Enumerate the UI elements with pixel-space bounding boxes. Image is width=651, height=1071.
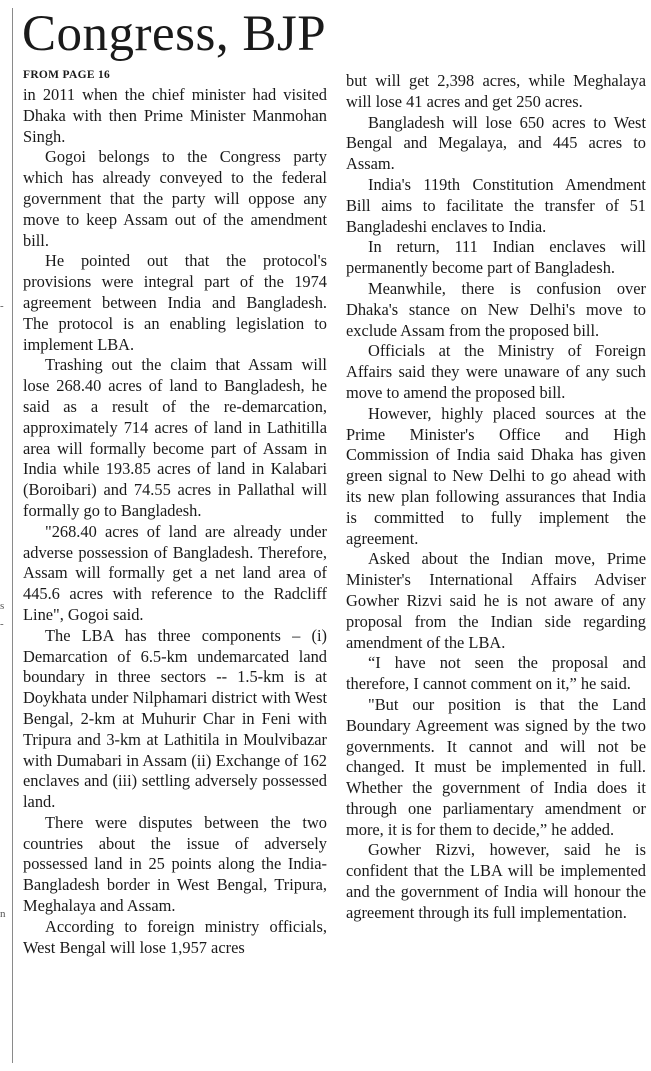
paragraph: Officials at the Ministry of Foreign Affairs said they were unaware of any such move to amend the proposed bill. — [346, 341, 646, 402]
paragraph: He pointed out that the protocol's provisions were integral part of the 1974 agreement between India and Bangladesh. The protocol is an enabling legislation to implement LBA. — [23, 251, 327, 354]
paragraph: in 2011 when the chief minister had visited Dhaka with then Prime Minister Manmohan Singh. — [23, 85, 327, 146]
edge-mark: - — [0, 618, 4, 630]
paragraph: Gowher Rizvi, however, said he is confident that the LBA will be implemented and the government of India will honour the agreement through its full implementation. — [346, 840, 646, 922]
headline: Congress, BJP — [22, 6, 327, 62]
paragraph: India's 119th Constitution Amendment Bill aims to facilitate the transfer of 51 Bangladeshi enclaves to India. — [346, 174, 646, 236]
edge-mark: n — [0, 908, 6, 920]
paragraph: There were disputes between the two countries about the issue of adversely possessed land in 25 points along the India-Bangladesh border in West Bengal, Tripura, Meghalaya and Assam. — [23, 812, 327, 916]
paragraph: but will get 2,398 acres, while Meghalaya will lose 41 acres and get 250 acres. — [346, 71, 646, 111]
paragraph: "268.40 acres of land are already under adverse possession of Bangladesh. Therefore, Assam will formally get a net land area of 445.6 acres with reference to the Radcliff Line", Gogoi said. — [23, 521, 327, 624]
paragraph: The LBA has three components – (i) Demarcation of 6.5-km undemarcated land boundary in three sectors -- 1.5-km is at Doykhata under Nilphamari district with West Bengal, 2-km at Muhurir Char in Feni with Tripura and 3-km at Lathitila in Moulvibazar with Dumabari in Assam (ii) Exchange of 162 enclaves and (iii) settling adversely possessed land. — [23, 625, 327, 812]
edge-mark: - — [0, 300, 4, 312]
paragraph: "But our position is that the Land Boundary Agreement was signed by the two governments. It cannot and will not be changed. It must be implemented in full. Whether the government of India does it through one parliamentary amendment or more, it is for them to decide,” he added. — [346, 694, 646, 839]
right-column — [346, 71, 646, 924]
paragraph: According to foreign ministry officials, West Bengal will lose 1,957 acres — [23, 916, 327, 957]
paragraph: Gogoi belongs to the Congress party which has already conveyed to the federal government that the party will oppose any move to keep Assam out of the amendment bill. — [23, 147, 327, 250]
paragraph: Asked about the Indian move, Prime Minister's International Affairs Adviser Gowher Rizvi said he is not aware of any proposal from the Indian side regarding amendment of the LBA. — [346, 549, 646, 652]
jump-label: FROM PAGE 16 — [23, 69, 111, 81]
paragraph: In return, 111 Indian enclaves will permanently become part of Bangladesh. — [346, 237, 646, 278]
paragraph: Bangladesh will lose 650 acres to West Bengal and Megalaya, and 445 acres to Assam. — [346, 112, 646, 174]
paragraph: Trashing out the claim that Assam will lose 268.40 acres of land to Bangladesh, he said as a result of the re-demarcation, approximately 714 acres of land in Lathitilla area will formally become part of Assam in India while 193.85 acres of land in Kalabari (Boroibari) and 74.55 acres in Pallathal will formally go to Bangladesh. — [23, 355, 327, 520]
paragraph: However, highly placed sources at the Prime Minister's Office and High Commission of India said Dhaka has given green signal to New Delhi to go ahead with its new plan following assurances that India is committed to fully implement the agreement. — [346, 403, 646, 548]
paragraph: Meanwhile, there is confusion over Dhaka's stance on New Delhi's move to exclude Assam from the proposed bill. — [346, 278, 646, 340]
left-column — [23, 69, 327, 958]
column-rule — [12, 8, 13, 1063]
edge-mark: s — [0, 600, 5, 612]
paragraph: “I have not seen the proposal and therefore, I cannot comment on it,” he said. — [346, 653, 646, 694]
